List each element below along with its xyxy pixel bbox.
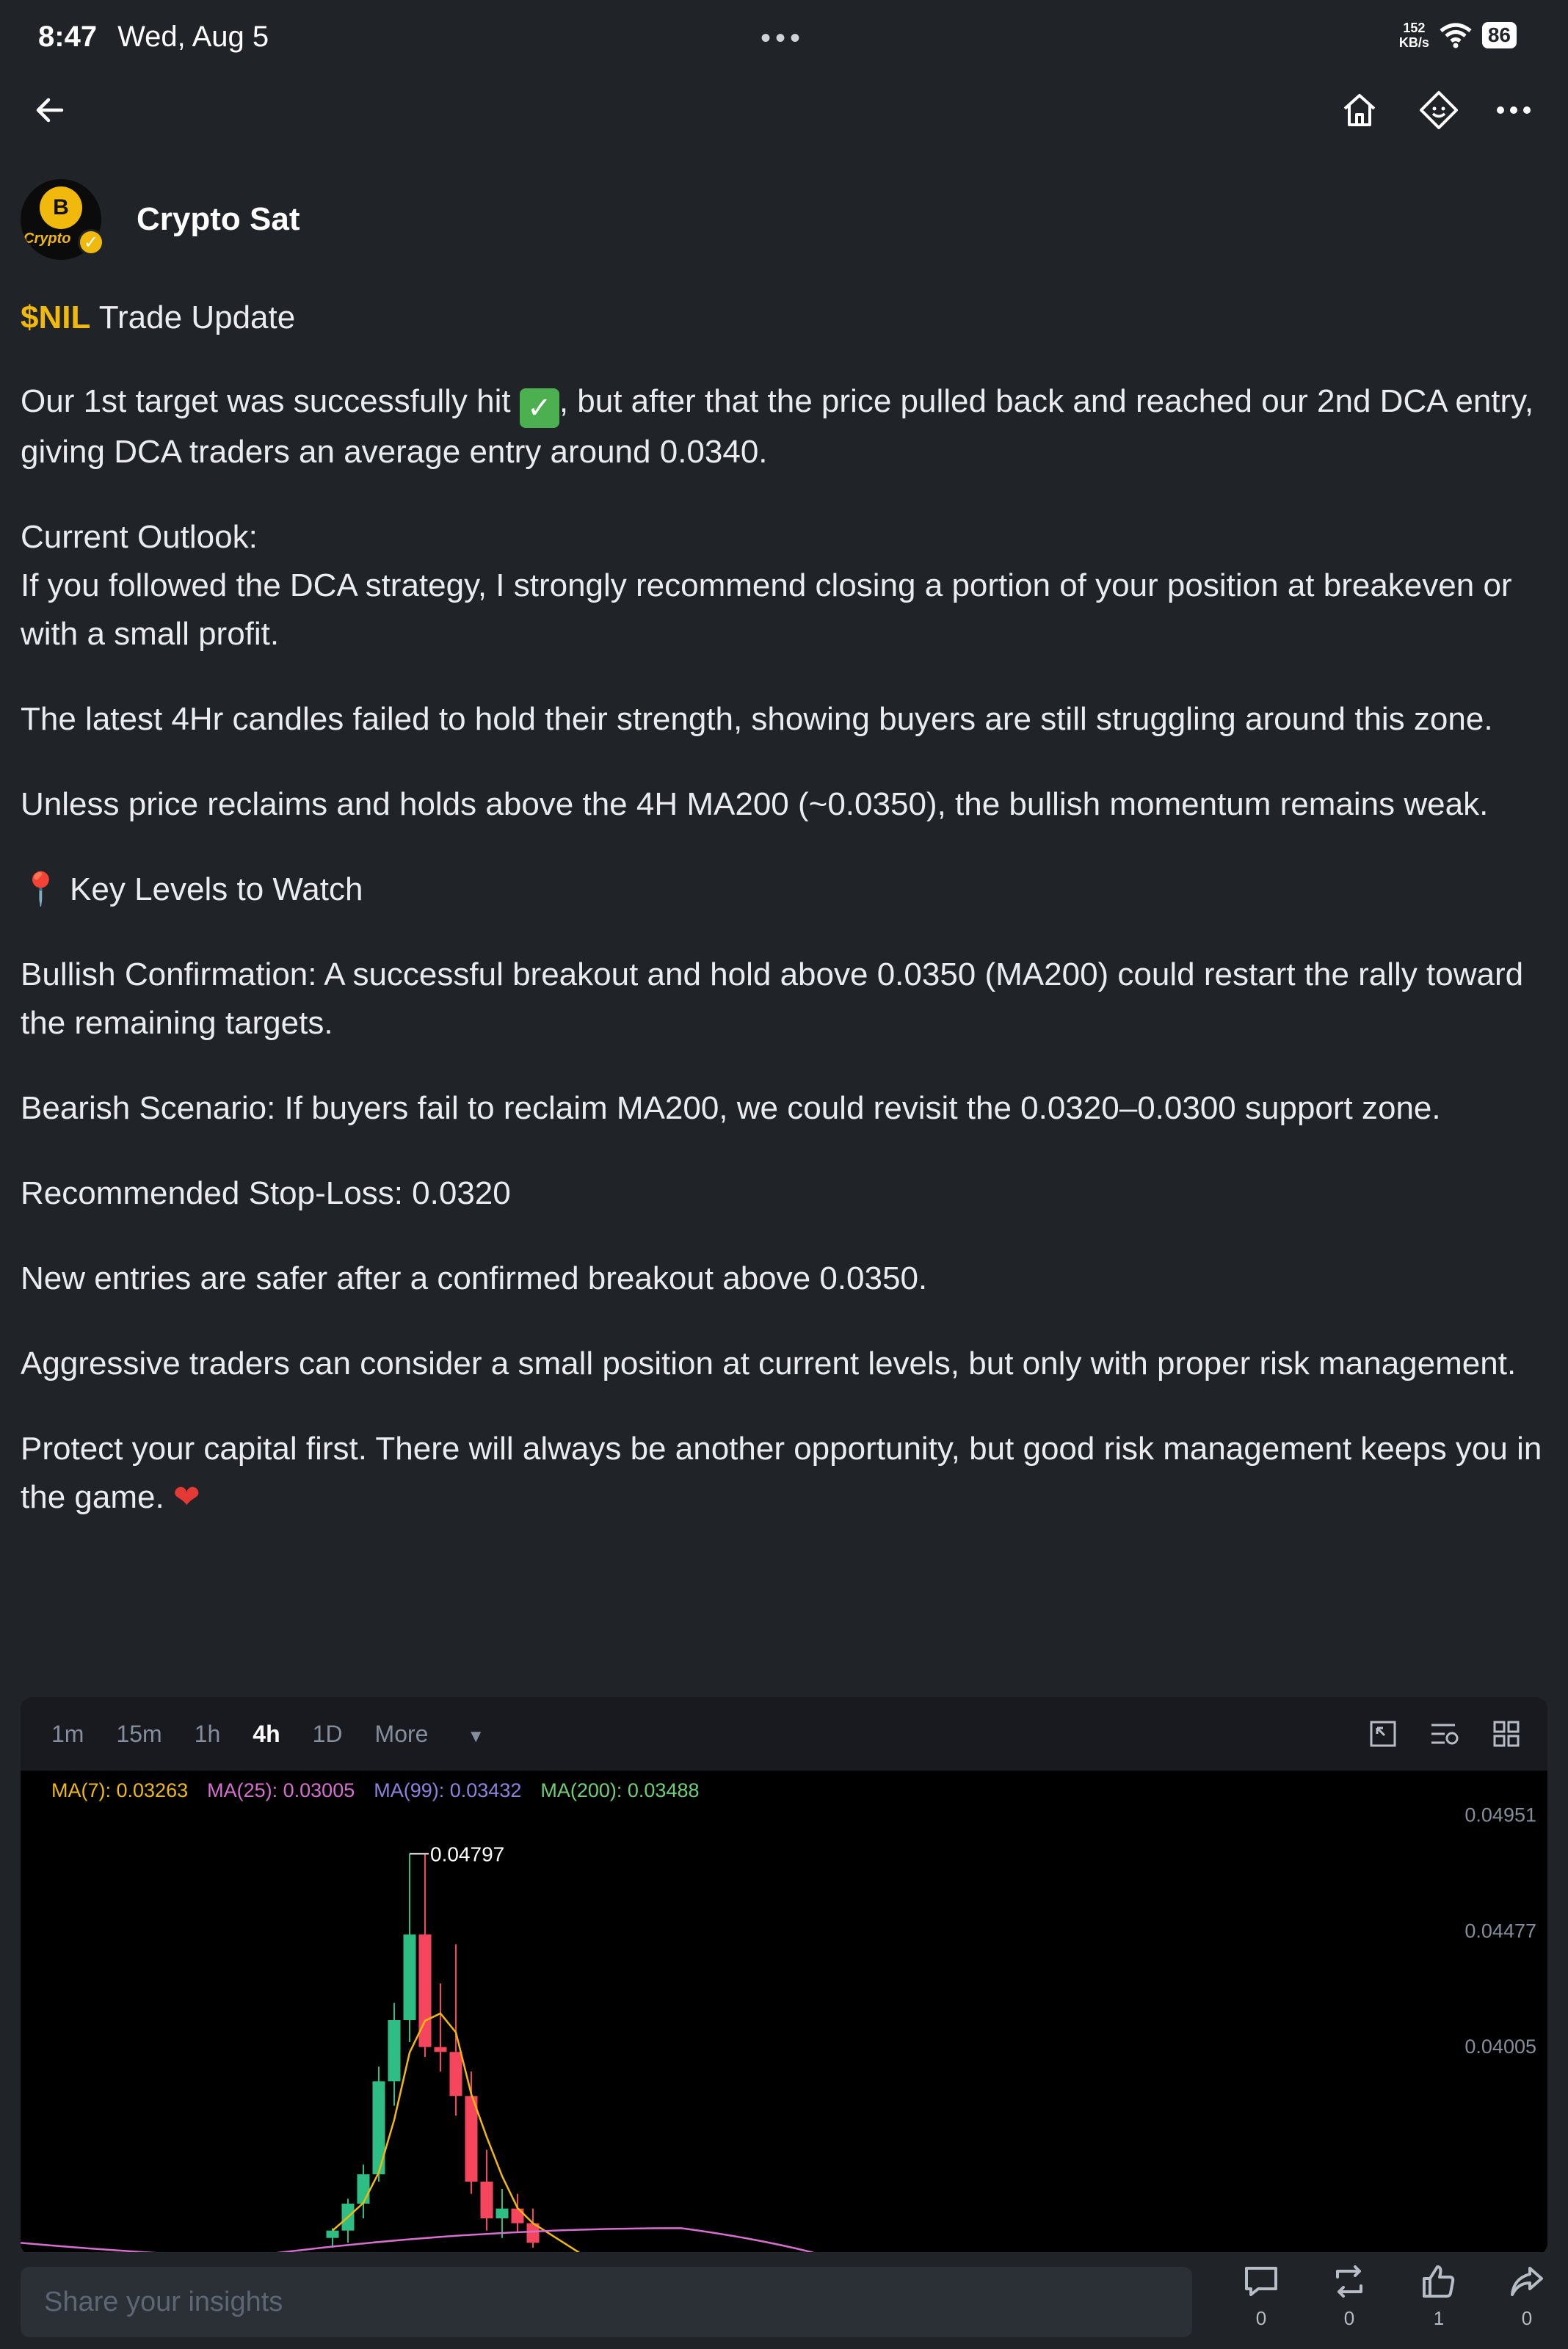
status-bar [0,0,1568,73]
paragraph-11 [21,1425,1547,1522]
candle-body [357,2174,370,2204]
share-count: 0 [1521,2307,1533,2329]
candle-body [404,1934,416,2020]
ma99-label: MA(99): 0.03432 [374,1779,522,1801]
top-toolbar [0,73,1568,144]
back-arrow-icon[interactable] [26,87,73,134]
thumbs-up-icon [1420,2262,1458,2301]
paragraph-7: Bearish Scenario: If buyers fail to reclaim MA200, we could revisit the 0.0320–0.0300 support zone. [21,1090,1441,1126]
comment-button[interactable] [1232,2262,1291,2330]
wifi-icon [1440,22,1472,48]
y-tick-label: 0.04951 [1464,1804,1536,1826]
ma7-label: MA(7): 0.03263 [51,1779,189,1801]
ma25-label: MA(25): 0.03005 [207,1779,355,1801]
price-chart[interactable] [21,1771,1547,2255]
outlook-text: If you followed the DCA strategy, I strongly recommend closing a portion of your position at breakeven or with a small profit. [21,567,1512,652]
candle-body [496,2209,509,2218]
post-body [21,294,1547,1558]
paragraph-9: New entries are safer after a confirmed breakout above 0.0350. [21,1260,928,1296]
candle-body [450,2052,462,2096]
ma200-label: MA(200): 0.03488 [540,1779,700,1801]
tab-15m[interactable]: 15m [116,1720,162,1747]
candlestick-svg [21,1771,1547,2255]
grid-layout-icon[interactable] [1492,1719,1521,1749]
more-icon[interactable] [1490,87,1537,134]
candle-body [512,2209,524,2223]
verified-badge-icon: ✓ [78,229,104,255]
paragraph-8: Recommended Stop-Loss: 0.0320 [21,1175,511,1211]
status-right [1399,21,1517,50]
caret-down-icon: ▼ [467,1726,485,1746]
author-name[interactable]: Crypto Sat [137,201,300,237]
tab-more-label: More [374,1720,429,1747]
bottom-bar [0,2252,1568,2349]
candle-body [435,2047,447,2052]
post-title [21,294,1547,342]
fullscreen-icon[interactable] [1368,1719,1398,1749]
status-time: 8:47 [38,20,98,53]
paragraph-4: Unless price reclaims and holds above the 4H MA200 (~0.0350), the bullish momentum remains weak. [21,786,1489,822]
share-insights-input[interactable]: Share your insights [21,2267,1192,2337]
pin-icon: 📍 [21,871,61,907]
chart-tools [1368,1719,1521,1749]
network-speed [1399,21,1429,50]
paragraph-1-b: , but after that the price pulled back and reached our 2nd DCA entry, giving DCA traders an average entry around 0.0340. [21,383,1534,470]
repost-count: 0 [1343,2307,1355,2329]
candle-body [388,2020,401,2081]
paragraph-1 [21,377,1547,476]
avatar-text: Crypto [23,230,71,247]
like-count: 1 [1433,2307,1445,2329]
like-button[interactable] [1409,2262,1468,2330]
paragraph-5 [21,865,1547,914]
repost-icon [1330,2262,1368,2301]
network-speed-value: 152 [1403,21,1426,35]
ma25-line [21,2228,813,2255]
tab-1m[interactable]: 1m [51,1720,84,1747]
post-title-text: Trade Update [90,299,296,335]
share-button[interactable] [1498,2262,1556,2330]
y-tick-label: 0.04477 [1464,1920,1536,1942]
check-mark-icon: ✓ [520,388,559,428]
candle-body [327,2231,339,2238]
author-header[interactable] [21,179,300,260]
paragraph-11-text: Protect your capital first. There will always be another opportunity, but good risk management keeps you in the game. [21,1431,1542,1515]
candle-body [481,2182,493,2218]
indicator-settings-icon[interactable] [1429,1719,1461,1749]
ticker-link[interactable]: $NIL [21,299,91,335]
network-speed-unit: KB/s [1398,35,1429,50]
paragraph-2 [21,513,1547,658]
tab-more[interactable] [375,1721,518,1748]
outlook-heading: Current Outlook: [21,519,258,555]
comment-count: 0 [1255,2307,1267,2329]
paragraph-1-a: Our 1st target was successfully hit [21,383,520,419]
status-date: Wed, Aug 5 [117,20,269,53]
battery-indicator: 86 [1482,22,1517,48]
repost-button[interactable] [1320,2262,1379,2330]
paragraph-6: Bullish Confirmation: A successful breakout and hold above 0.0350 (MA200) could restart the rally toward the remaining targets. [21,956,1524,1041]
tag-smile-icon[interactable] [1415,87,1462,134]
chart-card[interactable] [21,1697,1547,2255]
key-levels-heading: Key Levels to Watch [70,871,363,907]
share-icon [1508,2262,1546,2301]
y-tick-label: 0.04005 [1464,2036,1536,2058]
high-price-label: 0.04797 [430,1842,505,1866]
comment-icon [1242,2262,1280,2301]
multitask-dots-icon[interactable]: ••• [761,22,805,54]
tab-4h[interactable]: 4h [253,1720,280,1747]
paragraph-3: The latest 4Hr candles failed to hold their strength, showing buyers are still struggling around this zone. [21,701,1493,737]
tab-1d[interactable]: 1D [312,1720,343,1747]
home-icon[interactable] [1336,87,1383,134]
paragraph-10: Aggressive traders can consider a small position at current levels, but only with proper risk management. [21,1346,1517,1382]
avatar-coin-icon: B [40,186,82,229]
tab-1h[interactable]: 1h [194,1720,221,1747]
chart-interval-tabs [21,1697,1547,1771]
heart-icon: ❤ [173,1479,200,1515]
